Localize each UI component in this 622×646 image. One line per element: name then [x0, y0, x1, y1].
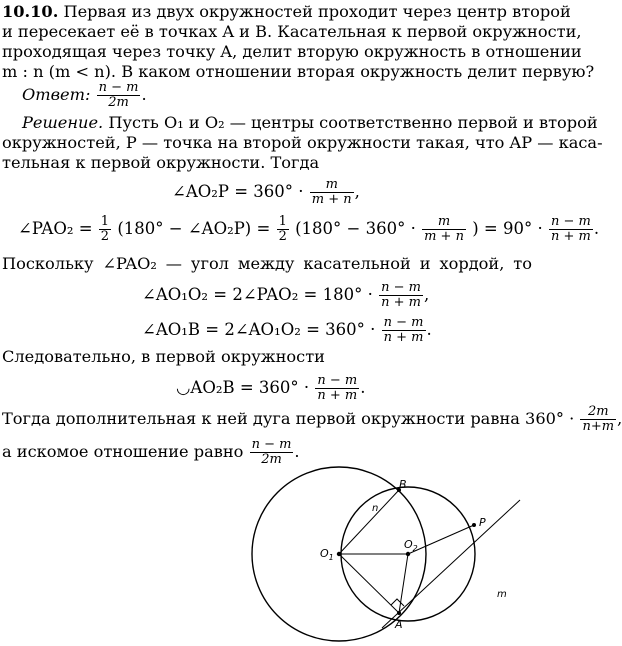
solution-line-3: тельная к первой окружности. Тогда: [2, 153, 320, 172]
answer-line: Ответ: $\frac{n - m}{2m}$ .: [22, 80, 147, 110]
equation-3: ∠AO₁O₂ = 2∠PAO₂ = 180° · $\frac{n - m}{n + m}$ ,: [142, 280, 430, 310]
geometry-figure: [0, 470, 535, 646]
label-m: m: [497, 589, 507, 600]
solution-line-2: окружностей, P — точка на второй окружности такая, что AP — каса-: [2, 133, 603, 152]
solution-label: Решение.: [22, 113, 104, 132]
problem-line-2: и пересекает её в точках A и B. Касательная к первой окружности,: [2, 22, 582, 41]
label-n: n: [372, 503, 379, 514]
equation-2: ∠PAO₂ = $\frac{1}{2}$ (180° − ∠AO₂P) = $\frac{1}{2}$ (180° − 360° · $\frac{m}{m + n}$ ) = 90° · $\frac{n - m}{n + m}$ .: [18, 214, 600, 244]
segment-o2-p: [408, 525, 474, 554]
solution-line-6: Тогда дополнительная к ней дуга первой окружности равна 360° · $\frac{2m}{n+m}$ ,: [2, 404, 622, 434]
label-a: A: [395, 618, 403, 631]
equation-5: ◡AO₂B = 360° · $\frac{n - m}{n + m}$ .: [176, 373, 366, 403]
segment-o2-a: [399, 554, 408, 613]
tangent-line: [382, 500, 520, 628]
label-o2: $O_2$: [404, 538, 418, 553]
problem-number: 10.10.: [2, 2, 59, 21]
right-angle-mark: [391, 599, 404, 606]
answer-label: Ответ:: [22, 85, 91, 104]
point-a: [397, 611, 401, 615]
label-p: P: [479, 516, 486, 529]
label-b: B: [399, 478, 407, 491]
equation-1: ∠AO₂P = 360° · $\frac{m}{m + n}$ ,: [172, 177, 360, 207]
point-o2: [406, 552, 410, 556]
answer-fraction: $\frac{n - m}{2m}$: [98, 80, 139, 110]
problem-line-3: проходящая через точку A, делит вторую окружность в отношении: [2, 42, 582, 61]
solution-line-4: Поскольку ∠PAO₂ — угол между касательной и хордой, то: [2, 254, 532, 273]
problem-line-1: 10.10. Первая из двух окружностей проходит через центр второй: [2, 2, 571, 21]
point-p: [472, 523, 476, 527]
label-o1: $O_1$: [320, 547, 334, 562]
problem-line-4: m : n (m < n). В каком отношении вторая окружность делит первую?: [2, 62, 595, 81]
point-o1: [337, 552, 341, 556]
equation-4: ∠AO₁B = 2∠AO₁O₂ = 360° · $\frac{n - m}{n + m}$ .: [142, 315, 432, 345]
solution-line-1: Решение. Пусть O₁ и O₂ — центры соответственно первой и второй: [22, 113, 598, 132]
solution-line-7: а искомое отношение равно $\frac{n - m}{2m}$ .: [2, 437, 300, 467]
solution-line-5: Следовательно, в первой окружности: [2, 347, 325, 366]
